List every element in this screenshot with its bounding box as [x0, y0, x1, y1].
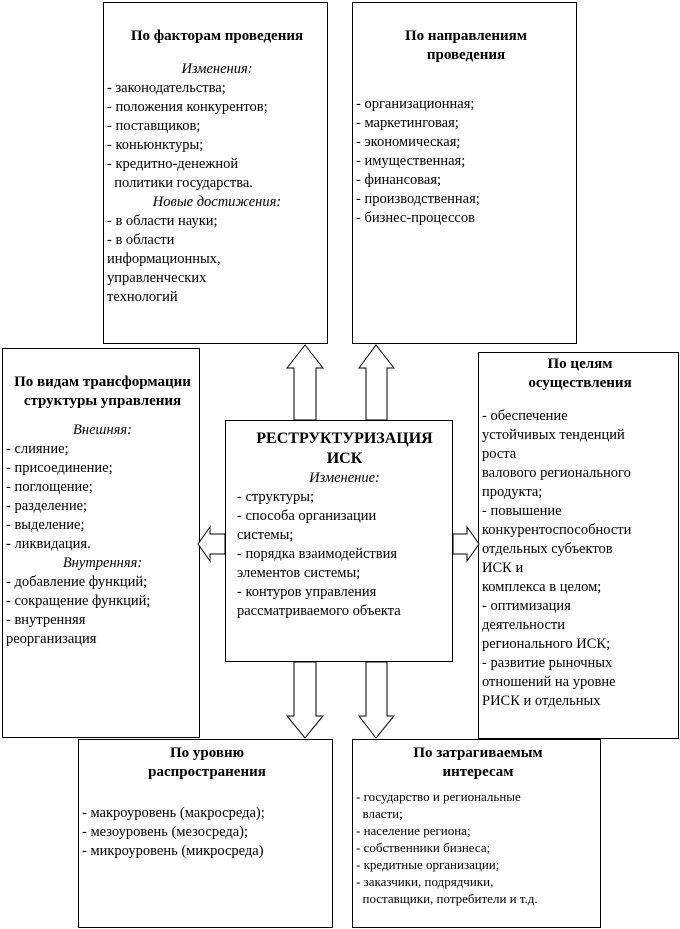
- factors-subtitle-changes: Изменения:: [181, 61, 253, 77]
- list-item: деятельности: [482, 617, 566, 633]
- list-item: - обеспечение: [482, 408, 568, 424]
- list-item: - способа организации: [237, 508, 377, 524]
- list-item: - бизнес-процессов: [356, 210, 475, 226]
- list-item: - повышение: [482, 503, 562, 519]
- list-item: РИСК и отдельных: [482, 693, 601, 709]
- list-item: - мезоуровень (мезосреда);: [82, 824, 248, 840]
- arrow-down-right: [359, 662, 394, 738]
- goals-title: По целям осуществления: [528, 356, 632, 391]
- list-item: - население региона;: [356, 823, 471, 838]
- list-item: - коньюнктуры;: [107, 137, 204, 153]
- list-item: - внутренняя: [6, 612, 86, 628]
- arrow-down-left: [287, 662, 323, 738]
- list-item: роста: [482, 446, 517, 462]
- list-item: политики государства.: [107, 175, 253, 191]
- list-item: - положения конкурентов;: [107, 99, 268, 115]
- list-item: - ликвидация.: [6, 536, 91, 552]
- list-item: валового регионального: [482, 465, 631, 481]
- list-item: - выделение;: [6, 517, 85, 533]
- list-item: - добавление функций;: [6, 574, 148, 590]
- list-item: - государство и региональные: [356, 789, 521, 804]
- list-item: - кредитно-денежной: [107, 156, 239, 172]
- list-item: управленческих: [107, 270, 207, 286]
- transform-title: По видам трансформации структуры управления: [14, 374, 191, 409]
- list-item: - кредитные организации;: [356, 857, 500, 872]
- list-item: - структуры;: [237, 489, 314, 505]
- arrow-up-right: [359, 345, 394, 420]
- list-item: отдельных субъектов: [482, 541, 613, 557]
- list-item: власти;: [356, 806, 403, 821]
- list-item: устойчивых тенденций: [482, 427, 625, 443]
- list-item: - в области: [107, 232, 175, 248]
- transform-subtitle-external: Внешняя:: [73, 422, 132, 438]
- list-item: конкурентоспособности: [482, 522, 632, 538]
- list-item: - поставщиков;: [107, 118, 201, 134]
- list-item: рассматриваемого объекта: [237, 603, 401, 619]
- list-item: отношений на уровне: [482, 674, 616, 690]
- list-item: - производственная;: [356, 191, 480, 207]
- center-subtitle: Изменение:: [309, 470, 380, 486]
- list-item: - маркетинговая;: [356, 115, 459, 131]
- list-item: элементов системы;: [237, 565, 361, 581]
- list-item: - оптимизация: [482, 598, 571, 614]
- list-item: - финансовая;: [356, 172, 442, 188]
- list-item: - в области науки;: [107, 213, 218, 229]
- list-item: - контуров управления: [237, 584, 377, 600]
- list-item: - развитие рыночных: [482, 655, 613, 671]
- level-title: По уровню распространения: [148, 745, 266, 780]
- list-item: - собственники бизнеса;: [356, 840, 491, 855]
- list-item: системы;: [237, 527, 294, 543]
- list-item: ИСК и: [482, 560, 524, 576]
- center-title: РЕСТРУКТУРИЗАЦИЯ ИСК: [256, 430, 433, 467]
- transform-subtitle-internal: Внутренняя:: [62, 555, 143, 571]
- factors-title: По факторам проведения: [130, 28, 304, 44]
- interests-title: По затрагиваемым интересам: [413, 745, 543, 780]
- arrow-up-left: [287, 345, 323, 420]
- list-item: - разделение;: [6, 498, 88, 514]
- list-item: - слияние;: [6, 441, 69, 457]
- list-item: - порядка взаимодействия: [237, 546, 398, 562]
- list-item: регионального ИСК;: [482, 636, 611, 652]
- list-item: поставщики, потребители и т.д.: [356, 891, 538, 906]
- factors-subtitle-achievements: Новые достижения:: [152, 194, 282, 210]
- list-item: комплекса в целом;: [482, 579, 602, 595]
- list-item: - законодательства;: [107, 80, 226, 96]
- list-item: информационных,: [107, 251, 221, 267]
- list-item: - поглощение;: [6, 479, 93, 495]
- list-item: - экономическая;: [356, 134, 461, 150]
- list-item: продукта;: [482, 484, 543, 500]
- list-item: - заказчики, подрядчики,: [356, 874, 494, 889]
- list-item: - присоединение;: [6, 460, 113, 476]
- arrow-left: [198, 527, 225, 561]
- list-item: технологий: [107, 289, 178, 305]
- list-item: - организационная;: [356, 96, 475, 112]
- list-item: - микроуровень (микросреда): [82, 843, 264, 859]
- directions-title: По направлениям проведения: [405, 28, 527, 63]
- list-item: реорганизация: [6, 631, 97, 647]
- list-item: - макроуровень (макросреда);: [82, 805, 265, 821]
- list-item: - сокращение функций;: [6, 593, 151, 609]
- arrow-right: [453, 527, 479, 561]
- list-item: - имущественная;: [356, 153, 466, 169]
